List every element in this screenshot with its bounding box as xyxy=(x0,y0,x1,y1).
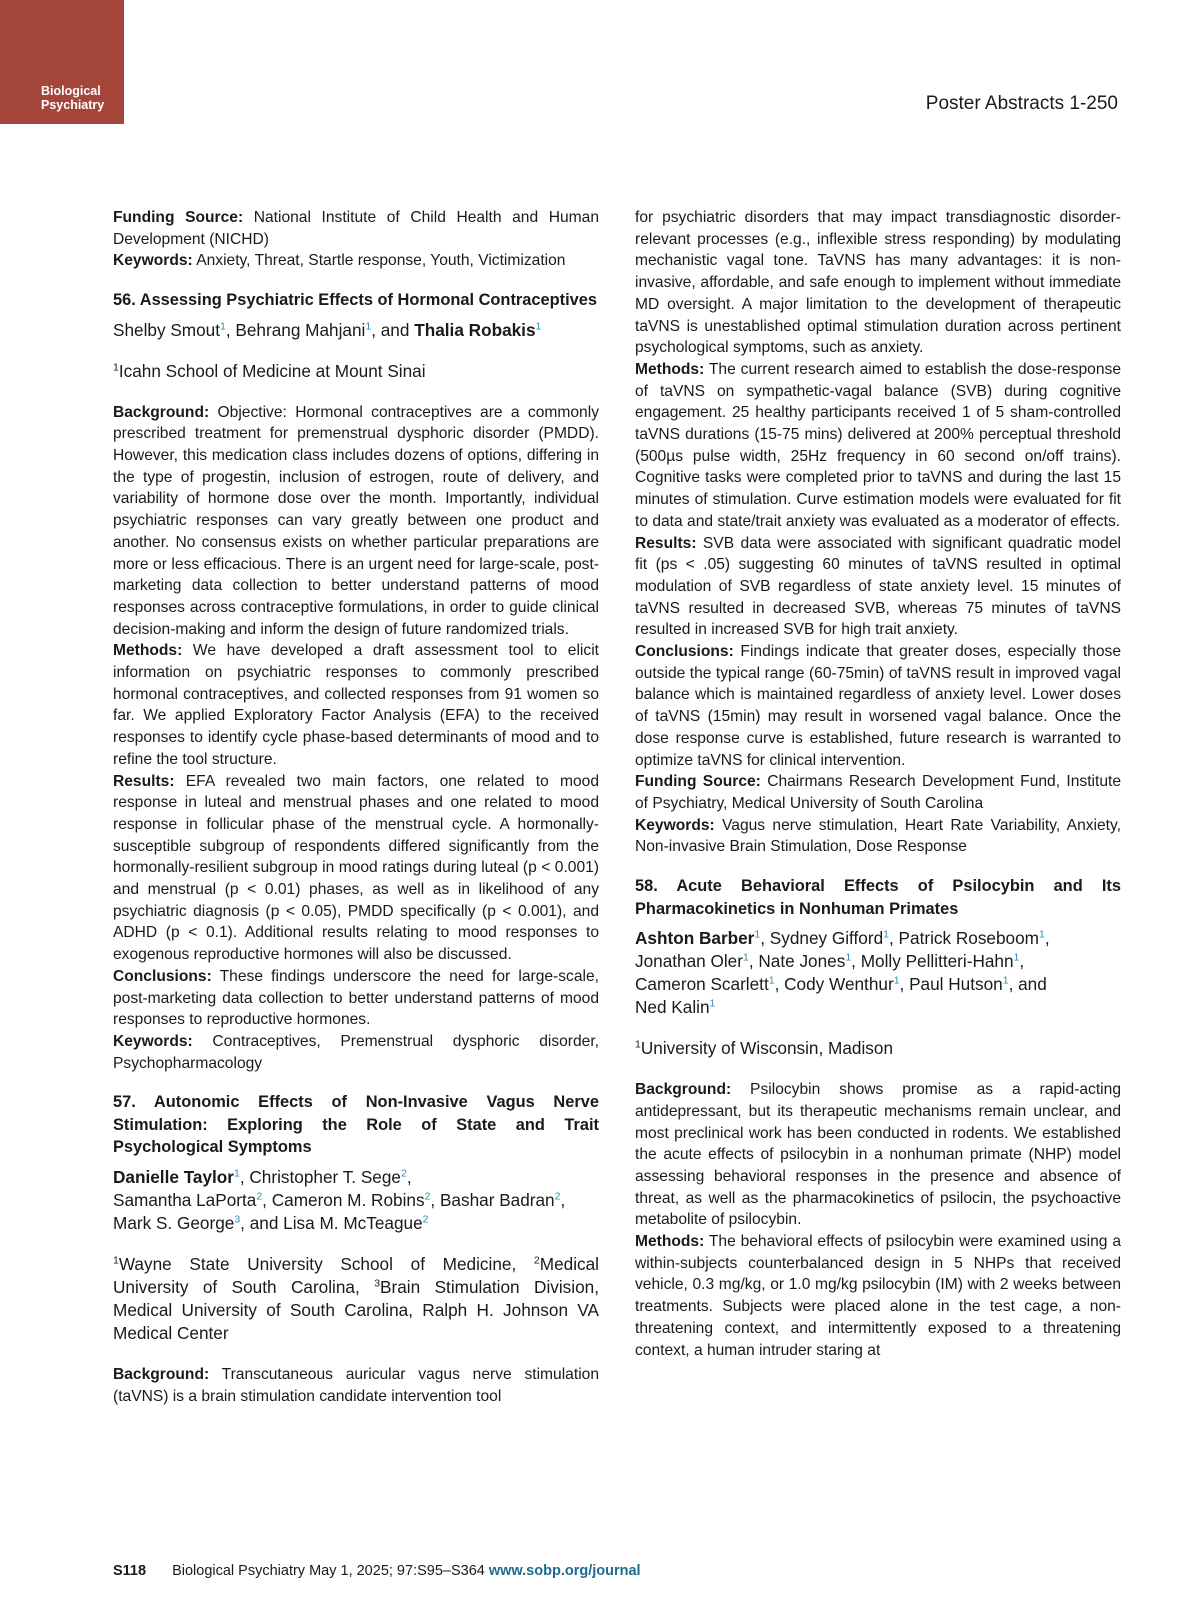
abstract-57-results xyxy=(635,533,1121,642)
author: Cameron Scarlett xyxy=(635,974,769,995)
affiliation-marker[interactable]: 1 xyxy=(893,974,900,987)
section-text: SVB data were associated with significant quadratic model fit (ps < .05) suggesting 60 minutes of taVNS resulted in optimal modulation of SVB regardless of state anxiety level. 15 minutes of taVNS resulted in decreased SVB, whereas 75 minutes of taVNS resulted in increased SVB for high trait anxiety. xyxy=(635,534,1121,639)
affiliation-number: 1 xyxy=(113,1254,119,1267)
affiliation-text: Brain Stimulation Division, Medical University of South Carolina, Ralph H. Johnson VA Medical Center xyxy=(113,1276,599,1343)
section-text: Vagus nerve stimulation, Heart Rate Variability, Anxiety, Non-invasive Brain Stimulation, Dose Response xyxy=(635,816,1121,856)
abstract-57-keywords xyxy=(635,815,1121,858)
keywords-text: Anxiety, Threat, Startle response, Youth, Victimization xyxy=(192,252,566,270)
abstract-56-conclusions xyxy=(113,966,599,1031)
abstract-56-background xyxy=(113,402,599,641)
section-text: We have developed a draft assessment tool to elicit information on psychiatric responses to commonly prescribed hormonal contraceptives, and collected responses from 91 women so far. We applied Exploratory Factor Analysis (EFA) to the received responses to identify cycle phase-based determinants of mood and to refine the tool structure. xyxy=(113,642,599,768)
section-label: Keywords: xyxy=(113,1033,193,1050)
left-column xyxy=(113,207,599,1407)
affiliation-marker[interactable]: 1 xyxy=(220,319,226,332)
author: , Nate Jones xyxy=(748,951,846,972)
abstract-57-authors: Danielle Taylor$^1$, Christopher T. Sege$^2$, Samantha LaPorta$^2$, Cameron M. Robins$^2$, Bashar Badran$^2$, Mark S. George$^3$, and Lisa M. McTeague$^2$ xyxy=(113,1166,566,1233)
section-label: Conclusions: xyxy=(113,967,212,985)
affiliation-marker[interactable]: 1 xyxy=(365,319,372,332)
affiliation-text: Wayne State University School of Medicine, xyxy=(118,1253,534,1274)
abstract-58-affiliation xyxy=(635,1037,1121,1060)
abstract-58-methods xyxy=(635,1231,1121,1361)
affiliation-marker[interactable]: 1 xyxy=(1002,974,1009,987)
abstract-58-background xyxy=(635,1079,1121,1231)
abstract-56-authors xyxy=(113,319,599,342)
prev-keywords xyxy=(113,250,599,272)
affiliation-marker[interactable]: 2 xyxy=(422,1213,429,1226)
logo-line-1: Biological xyxy=(41,84,101,98)
section-text: Contraceptives, Premenstrual dysphoric disorder, Psychopharmacology xyxy=(113,1033,599,1072)
affiliation-marker[interactable]: 1 xyxy=(535,319,542,332)
author: Thalia Robakis xyxy=(414,319,536,340)
section-text: Objective: Hormonal contraceptives are a commonly prescribed treatment for premenstrual dysphoric disorder (PMDD). However, this medication class includes dozens of options, differing in the type of progestin, inclusion of estrogen, route of delivery, and variability of hormone dose over the month. Importantly, individual psychiatric responses can vary greatly between one product and another. No consensus exists on whether particular preparations are more or less efficacious. There is an urgent need for large-scale, post-marketing data collection to better understand patterns of mood responses across contraceptive formulations, in order to guide clinical decision-making and inform the design of future randomized trials. xyxy=(113,403,599,638)
affiliation-text: Medical University of South Carolina, xyxy=(113,1253,599,1297)
section-label: Funding Source: xyxy=(635,773,761,791)
abstract-57-affiliations xyxy=(113,1253,599,1345)
affiliation-text: University of Wisconsin, Madison xyxy=(640,1038,894,1059)
keywords-label: Keywords: xyxy=(113,252,193,270)
affiliation-number: 2 xyxy=(533,1254,540,1267)
abstract-57-funding xyxy=(635,771,1121,814)
author: , Behrang Mahjani xyxy=(225,319,366,340)
section-text: Findings indicate that greater doses, especially those outside the typical range (60-75min) of taVNS result in improved vagal balance which is maintained regardless of anxiety level. Lower doses of taVNS (15min) may result in worsened vagal balance. Once the dose response curve is established, future research is warranted to optimize taVNS for clinical intervention. xyxy=(635,643,1121,769)
affiliation-marker[interactable]: 1 xyxy=(754,928,761,941)
section-text: EFA revealed two main factors, one related to mood response in luteal and menstrual phases and one related to mood response in follicular phase of the menstrual cycle. A hormonally-susceptible subgroup of respondents differed significantly from the hormonally-resilient subgroup in mood ratings during luteal (p < 0.001) and menstrual (p < 0.01) phases, as well as in likelihood of any psychiatric diagnosis (p < 0.05), PMDD specifically (p < 0.001), and ADHD (p < 0.1). Additional results relating to mood responses to exogenous reproductive hormones will also be discussed. xyxy=(113,772,599,964)
abstract-57-background xyxy=(113,1364,599,1407)
abstract-57-conclusions xyxy=(635,641,1121,771)
author: , Patrick Roseboom xyxy=(889,928,1039,949)
journal-url-link[interactable]: www.sobp.org/journal xyxy=(488,1563,641,1579)
section-label: Results: xyxy=(635,534,697,552)
section-label: Background: xyxy=(635,1081,732,1099)
abstract-57-methods xyxy=(635,359,1121,533)
author: Samantha LaPorta xyxy=(113,1189,257,1210)
affiliation-marker[interactable]: 1 xyxy=(768,974,775,987)
section-label: Keywords: xyxy=(635,816,715,834)
funding-text: National Institute of Child Health and Human Development (NICHD) xyxy=(113,209,599,248)
section-label: Methods: xyxy=(635,360,705,378)
page-footer xyxy=(113,1563,641,1579)
author: Jonathan Oler xyxy=(635,951,743,972)
section-label: Results: xyxy=(113,772,175,790)
section-text: These findings underscore the need for large-scale, post-marketing data collection to better understand patterns of mood responses to reproductive hormones. xyxy=(113,967,599,1029)
author: , Cody Wenthur xyxy=(774,974,894,995)
abstract-58-title: 58. Acute Behavioral Effects of Psilocybin and Its Pharmacokinetics in Nonhuman Primates xyxy=(635,877,1121,918)
affiliation-marker[interactable]: 1 xyxy=(1013,951,1020,964)
author: Danielle Taylor xyxy=(113,1166,234,1187)
section-text: The current research aimed to establish the dose-response of taVNS on sympathetic-vagal balance (SVB) during cognitive engagement. 25 healthy participants received 1 of 5 sham-controlled taVNS durations (15-75 mins) delivered at 200% perceptual threshold (500µs pulse width, 25Hz frequency in 60 second on/off trains). Cognitive tasks were completed prior to taVNS and during the last 15 minutes of stimulation. Curve estimation models were evaluated for fit to data and state/trait anxiety was evaluated as a moderator of effects. xyxy=(635,360,1121,530)
journal-logo-text xyxy=(41,84,104,112)
affiliation-number: 1 xyxy=(635,1038,641,1051)
author: , and Lisa M. McTeague xyxy=(240,1212,423,1233)
author: , Christopher T. Sege xyxy=(239,1166,401,1187)
right-column xyxy=(635,207,1121,1361)
author: , Paul Hutson xyxy=(899,974,1003,995)
affiliation-text: Icahn School of Medicine at Mount Sinai xyxy=(118,360,426,381)
author: , Sydney Gifford xyxy=(760,928,884,949)
abstract-56-results xyxy=(113,771,599,966)
funding-label: Funding Source: xyxy=(113,209,244,226)
section-text: Psilocybin shows promise as a rapid-acting antidepressant, but its therapeutic mechanisms remain unclear, and most preclinical work has been conducted in rodents. We established the acute effects of psilocybin in a nonhuman primate (NHP) model assessing behavioral responses in the presence and absence of threat, as well as the pharmacokinetics of psilocin, the psychoactive metabolite of psilocybin. xyxy=(635,1081,1121,1229)
section-label: Methods: xyxy=(635,1233,705,1251)
page-number: S118 xyxy=(113,1563,147,1579)
abstract-57-title: 57. Autonomic Effects of Non-Invasive Vagus Nerve Stimulation: Exploring the Role of State and Trait Psychological Symptoms xyxy=(113,1093,599,1157)
affiliation-marker[interactable]: 2 xyxy=(554,1190,561,1203)
author: , Molly Pellitteri-Hahn xyxy=(851,951,1014,972)
section-label: Background: xyxy=(113,1365,210,1383)
journal-citation: Biological Psychiatry May 1, 2025; 97:S95–S364 xyxy=(172,1563,489,1579)
prev-funding xyxy=(113,207,599,250)
affiliation-marker[interactable]: 2 xyxy=(424,1190,431,1203)
section-label: Background: xyxy=(113,403,210,421)
affiliation-marker[interactable]: 1 xyxy=(234,1167,240,1180)
author-separator: , and xyxy=(1008,974,1047,995)
affiliation-marker[interactable]: 1 xyxy=(709,997,716,1010)
author-separator: , and xyxy=(371,319,415,340)
affiliation-marker[interactable]: 2 xyxy=(400,1167,407,1180)
section-text: The behavioral effects of psilocybin were examined using a within-subjects counterbalanced design in 5 NHPs that received vehicle, 0.3 mg/kg, or 1.0 mg/kg psilocybin (IM) with 2 weeks between treatments. Subjects were placed alone in the test cage, a non-threatening context, and intermittently exposed to a threatening context, a human intruder staring at xyxy=(635,1233,1121,1359)
section-text: Transcutaneous auricular vagus nerve stimulation (taVNS) is a brain stimulation candidate intervention tool xyxy=(113,1365,599,1405)
section-label: Methods: xyxy=(113,642,183,660)
author: , Cameron M. Robins xyxy=(262,1189,425,1210)
section-text: Chairmans Research Development Fund, Institute of Psychiatry, Medical University of South Carolina xyxy=(635,773,1121,812)
author: , Bashar Badran xyxy=(430,1189,555,1210)
abstract-57-background-continued: for psychiatric disorders that may impact transdiagnostic disorder-relevant processes (e.g., inflexible stress responding) by modulating mechanistic vagal tone. TaVNS has many advantages: it is non-invasive, affordable, and safe enough to implement without immediate MD oversight. A major limitation to the development of therapeutic taVNS is unestablished optimal stimulation duration across pertinent psychological symptoms, such as anxiety. xyxy=(635,209,1121,357)
logo-line-2: Psychiatry xyxy=(41,98,105,112)
abstract-56-methods xyxy=(113,640,599,770)
running-head: Poster Abstracts 1-250 xyxy=(925,93,1118,114)
affiliation-marker[interactable]: 2 xyxy=(256,1190,263,1203)
affiliation-marker[interactable]: 1 xyxy=(1038,928,1045,941)
author: Ashton Barber xyxy=(635,928,755,949)
affiliation-marker[interactable]: 3 xyxy=(234,1213,241,1226)
author: Mark S. George xyxy=(113,1212,235,1233)
journal-logo xyxy=(0,0,124,124)
abstract-56-keywords xyxy=(113,1031,599,1074)
author: Shelby Smout xyxy=(113,319,221,340)
affiliation-marker[interactable]: 1 xyxy=(742,951,749,964)
affiliation-number: 1 xyxy=(113,360,119,373)
abstract-58-authors: Ashton Barber$^1$, Sydney Gifford$^1$, Patrick Roseboom$^1$, Jonathan Oler$^1$, Nate Jones$^1$, Molly Pellitteri-Hahn$^1$, Cameron Scarlett$^1$, Cody Wenthur$^1$, Paul Hutson$^1$, and Ned Kalin$^1$ xyxy=(635,928,1050,1018)
affiliation-marker[interactable]: 1 xyxy=(845,951,852,964)
abstract-56-affiliation xyxy=(113,360,599,383)
affiliation-marker[interactable]: 1 xyxy=(883,928,889,941)
affiliation-number: 3 xyxy=(374,1277,381,1290)
author: Ned Kalin xyxy=(635,997,710,1018)
abstract-56-title: 56. Assessing Psychiatric Effects of Hormonal Contraceptives xyxy=(113,291,597,310)
section-label: Conclusions: xyxy=(635,643,734,661)
